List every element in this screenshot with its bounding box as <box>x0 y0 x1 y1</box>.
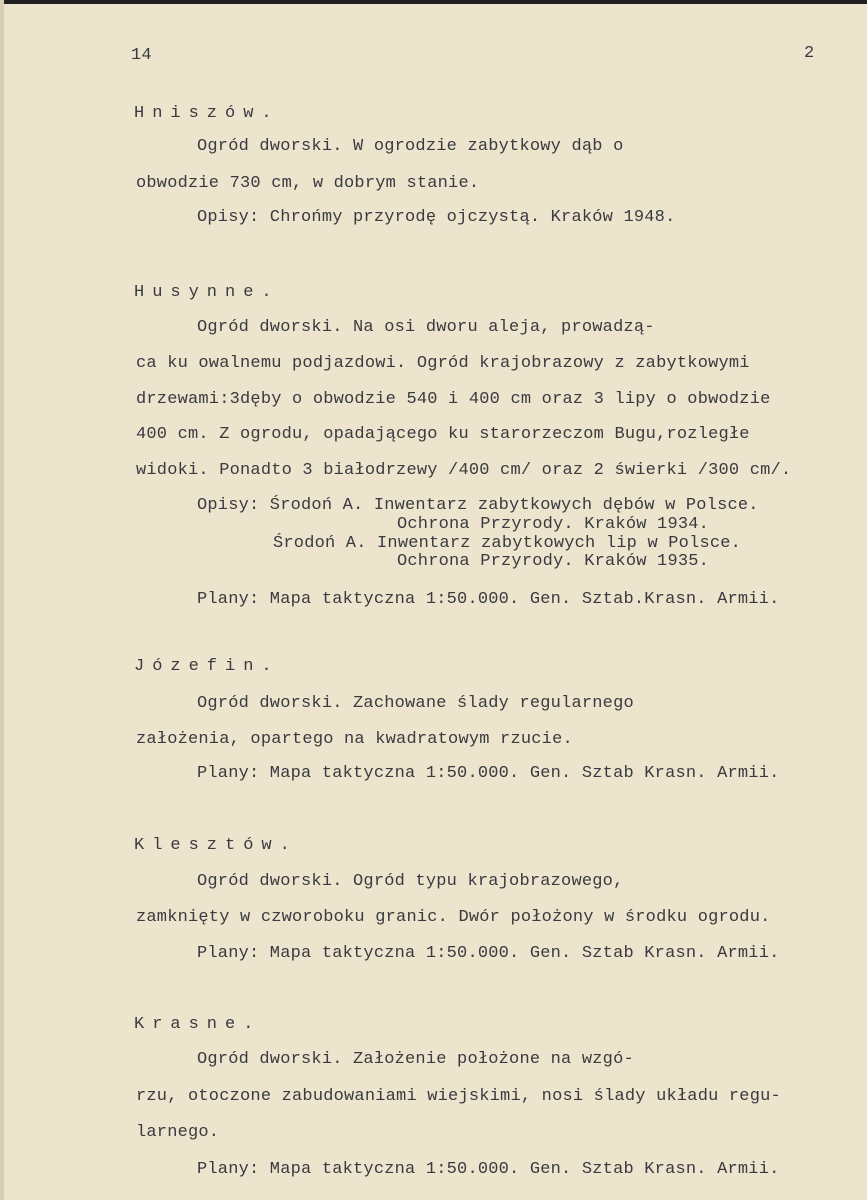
entry-line: Ogród dworski. Założenie położone na wzgó- <box>197 1050 634 1069</box>
entry-title: Hniszów. <box>134 104 280 123</box>
entry-title: Krasne. <box>134 1015 262 1034</box>
page-number-right: 2 <box>804 44 815 63</box>
entry-line: Ogród dworski. W ogrodzie zabytkowy dąb o <box>197 137 624 156</box>
entry-line: Plany: Mapa taktyczna 1:50.000. Gen. Sztab.Krasn. Armii. <box>197 590 780 609</box>
entry-line: ca ku owalnemu podjazdowi. Ogród krajobrazowy z zabytkowymi <box>136 354 750 373</box>
entry-line: Ochrona Przyrody. Kraków 1934. <box>397 515 710 534</box>
entry-line: 400 cm. Z ogrodu, opadającego ku starorzeczom Bugu,rozległe <box>136 425 750 444</box>
entry-line: Ogród dworski. Zachowane ślady regularnego <box>197 694 634 713</box>
entry-line: Ochrona Przyrody. Kraków 1935. <box>397 552 710 571</box>
entry-line: Plany: Mapa taktyczna 1:50.000. Gen. Sztab Krasn. Armii. <box>197 1160 780 1179</box>
entry-title: Józefin. <box>134 657 280 676</box>
entry-title: Husynne. <box>134 283 280 302</box>
entry-line: obwodzie 730 cm, w dobrym stanie. <box>136 174 480 193</box>
entry-line: Opisy: Środoń A. Inwentarz zabytkowych dębów w Polsce. <box>197 496 759 515</box>
scan-edge-left <box>0 0 4 1200</box>
entry-line: Ogród dworski. Ogród typu krajobrazowego, <box>197 872 624 891</box>
entry-line: drzewami:3dęby o obwodzie 540 i 400 cm oraz 3 lipy o obwodzie <box>136 390 771 409</box>
entry-line: Ogród dworski. Na osi dworu aleja, prowadzą- <box>197 318 655 337</box>
entry-line: Środoń A. Inwentarz zabytkowych lip w Polsce. <box>273 534 742 553</box>
page-number-left: 14 <box>131 46 152 65</box>
entry-line: rzu, otoczone zabudowaniami wiejskimi, nosi ślady układu regu- <box>136 1087 781 1106</box>
entry-title: Klesztów. <box>134 836 298 855</box>
scan-edge-top <box>0 0 867 4</box>
entry-line: Plany: Mapa taktyczna 1:50.000. Gen. Sztab Krasn. Armii. <box>197 944 780 963</box>
entry-line: założenia, opartego na kwadratowym rzucie. <box>136 730 573 749</box>
entry-line: larnego. <box>136 1123 220 1142</box>
entry-line: widoki. Ponadto 3 białodrzewy /400 cm/ oraz 2 świerki /300 cm/. <box>136 461 792 480</box>
entry-line: Plany: Mapa taktyczna 1:50.000. Gen. Sztab Krasn. Armii. <box>197 764 780 783</box>
entry-line: Opisy: Chrońmy przyrodę ojczystą. Kraków 1948. <box>197 208 676 227</box>
entry-line: zamknięty w czworoboku granic. Dwór położony w środku ogrodu. <box>136 908 771 927</box>
